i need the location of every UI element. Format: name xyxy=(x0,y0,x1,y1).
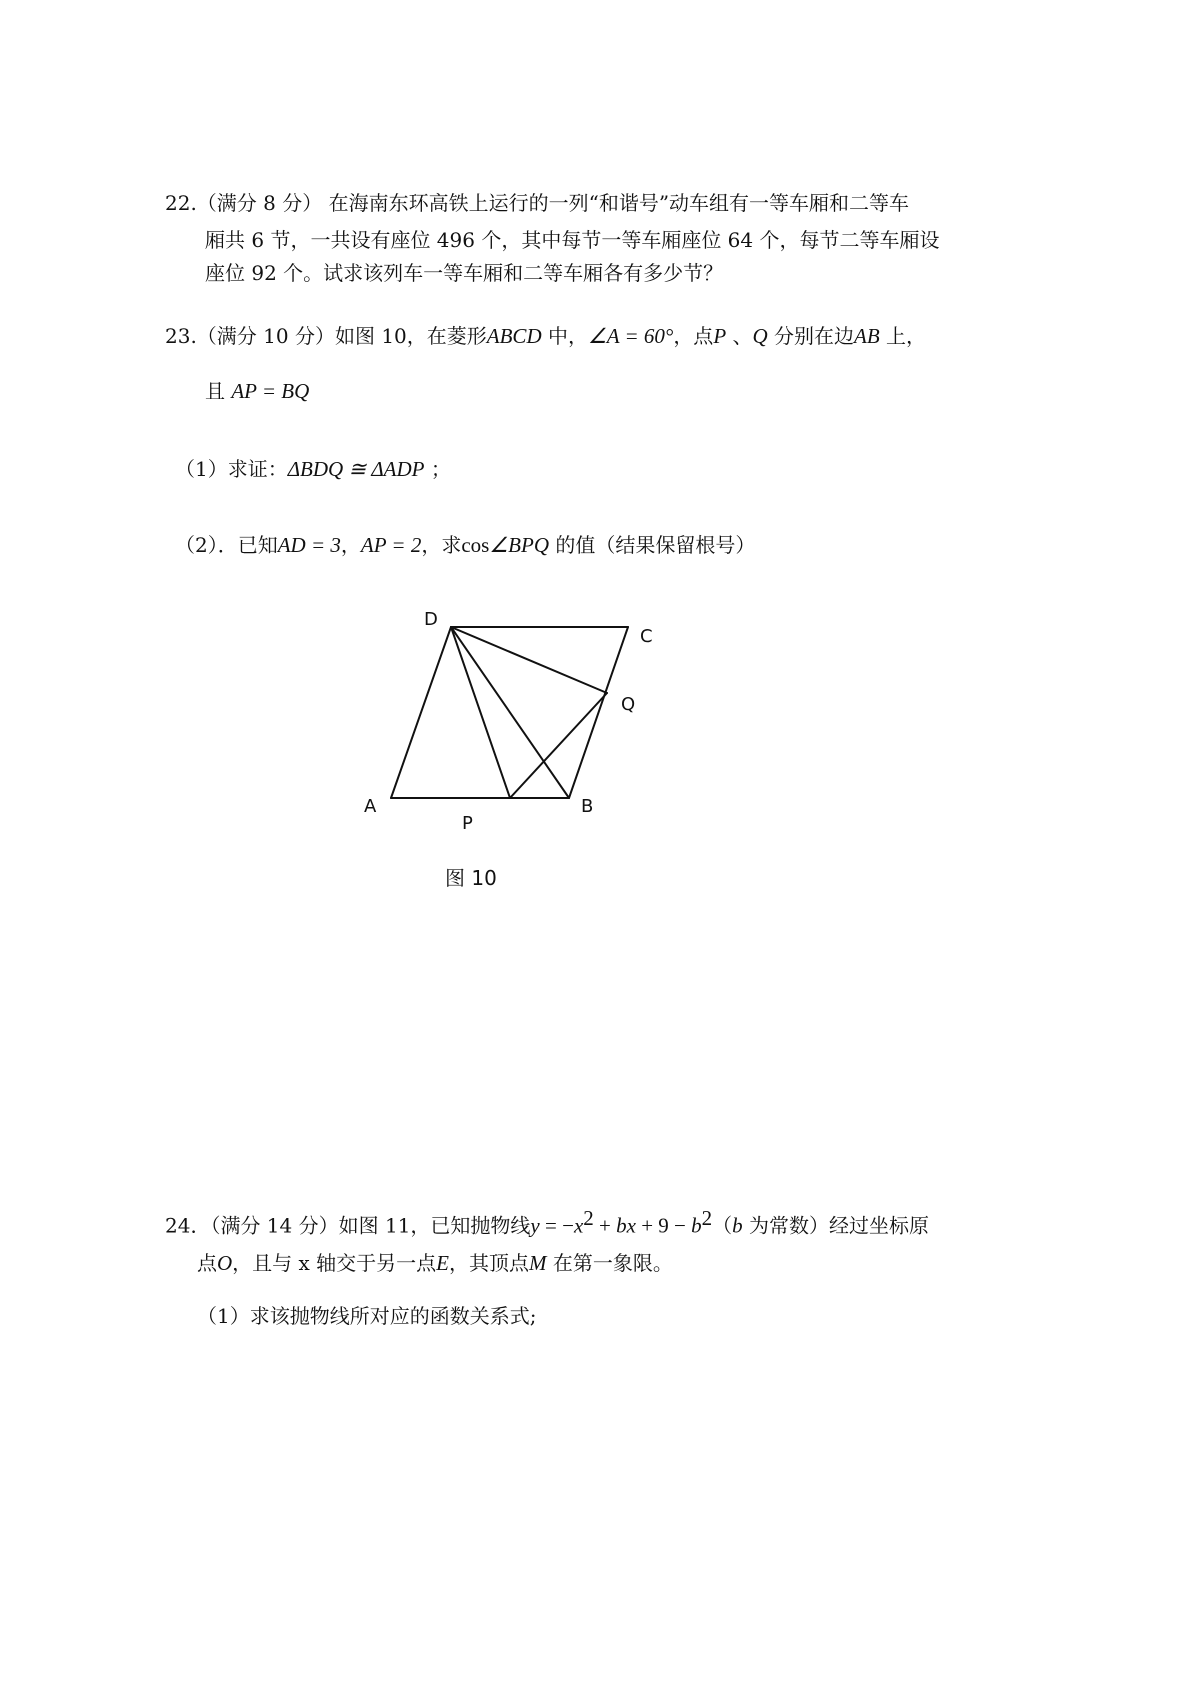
q23-mid2: ，点 xyxy=(673,324,714,348)
side-ab: AB xyxy=(854,324,880,348)
label-q: Q xyxy=(621,694,636,715)
point-o: O xyxy=(217,1251,233,1275)
q24-line-1 xyxy=(165,1208,929,1237)
angle-bpq: ∠BPQ xyxy=(489,533,550,557)
congruence-expr: ΔBDQ ≅ ΔADP xyxy=(287,457,425,481)
ad-expr: AD = 3 xyxy=(277,533,341,557)
q23-tail: 上， xyxy=(879,324,927,348)
func-eq: = − xyxy=(539,1213,574,1238)
paren-rest: 为常数）经过坐标原 xyxy=(742,1213,929,1238)
part2-mid: ，求 xyxy=(421,533,462,557)
func-y: y xyxy=(530,1213,540,1238)
label-d: D xyxy=(424,609,438,630)
q23-mid3: 分别在边 xyxy=(767,324,855,348)
side-bc-line xyxy=(569,627,628,798)
q23-line2-prefix: 且 xyxy=(205,379,225,403)
part2-tail: 的值（结果保留根号） xyxy=(549,533,756,557)
label-p: P xyxy=(462,813,473,834)
ap-eq-bq: AP = BQ xyxy=(231,379,310,403)
q22-line-3: 座位 92 个。试求该列车一等车厢和二等车厢各有多少节？ xyxy=(205,261,724,285)
q22-line-1: 22.（满分 8 分） 在海南东环高铁上运行的一列“和谐号”动车组有一等车厢和二等车 xyxy=(165,191,910,215)
func-plus-9: + 9 − xyxy=(635,1213,692,1238)
line2-b: ，且与 x 轴交于另一点 xyxy=(232,1251,437,1275)
figure-caption: 图 10 xyxy=(445,866,497,890)
part2-label: （2）．已知 xyxy=(175,533,278,557)
rhombus-name: ABCD xyxy=(486,324,542,348)
cos-text: cos xyxy=(461,533,490,557)
label-a: A xyxy=(364,796,377,817)
func-b: b xyxy=(616,1213,627,1238)
label-b: B xyxy=(581,796,594,817)
q23-mid1: 中， xyxy=(541,324,588,348)
point-m: M xyxy=(529,1251,547,1275)
q24-line-2 xyxy=(197,1253,673,1274)
point-p: P xyxy=(713,324,727,348)
part2-sep: ， xyxy=(340,533,361,557)
q24-head: 24．（满分 14 分）如图 11，已知抛物线 xyxy=(165,1213,531,1238)
func-x: x xyxy=(573,1213,584,1238)
angle-a-expr: ∠A = 60° xyxy=(587,324,674,348)
part1-label: （1）求证： xyxy=(175,457,288,481)
func-x2: x xyxy=(626,1213,636,1238)
q23-head: 23.（满分 10 分）如图 10，在菱形 xyxy=(165,324,487,348)
point-e: E xyxy=(436,1251,449,1275)
paren-open: （ xyxy=(712,1213,733,1238)
point-q: Q xyxy=(752,324,768,348)
part1-tail: ； xyxy=(424,457,451,481)
exp-2-b: 2 xyxy=(701,1206,713,1230)
q22-line-2: 厢共 6 节，一共设有座位 496 个，其中每节一等车厢座位 64 个，每节二等车厢设 xyxy=(205,228,940,252)
func-b2: b xyxy=(691,1213,702,1238)
label-c: C xyxy=(640,626,653,647)
paren-b: b xyxy=(732,1213,743,1238)
line2-a: 点 xyxy=(197,1251,217,1275)
segment-dp-line xyxy=(451,627,510,798)
q23-sep: 、 xyxy=(726,324,753,348)
line2-d: 在第一象限。 xyxy=(546,1251,673,1275)
q24-part-1: （1）求该抛物线所对应的函数关系式; xyxy=(197,1304,537,1328)
exp-2-a: 2 xyxy=(583,1206,594,1230)
line2-c: ，其顶点 xyxy=(449,1251,529,1275)
side-ad-line xyxy=(391,627,451,798)
func-plus-b: + xyxy=(593,1213,617,1238)
ap-expr: AP = 2 xyxy=(360,533,422,557)
